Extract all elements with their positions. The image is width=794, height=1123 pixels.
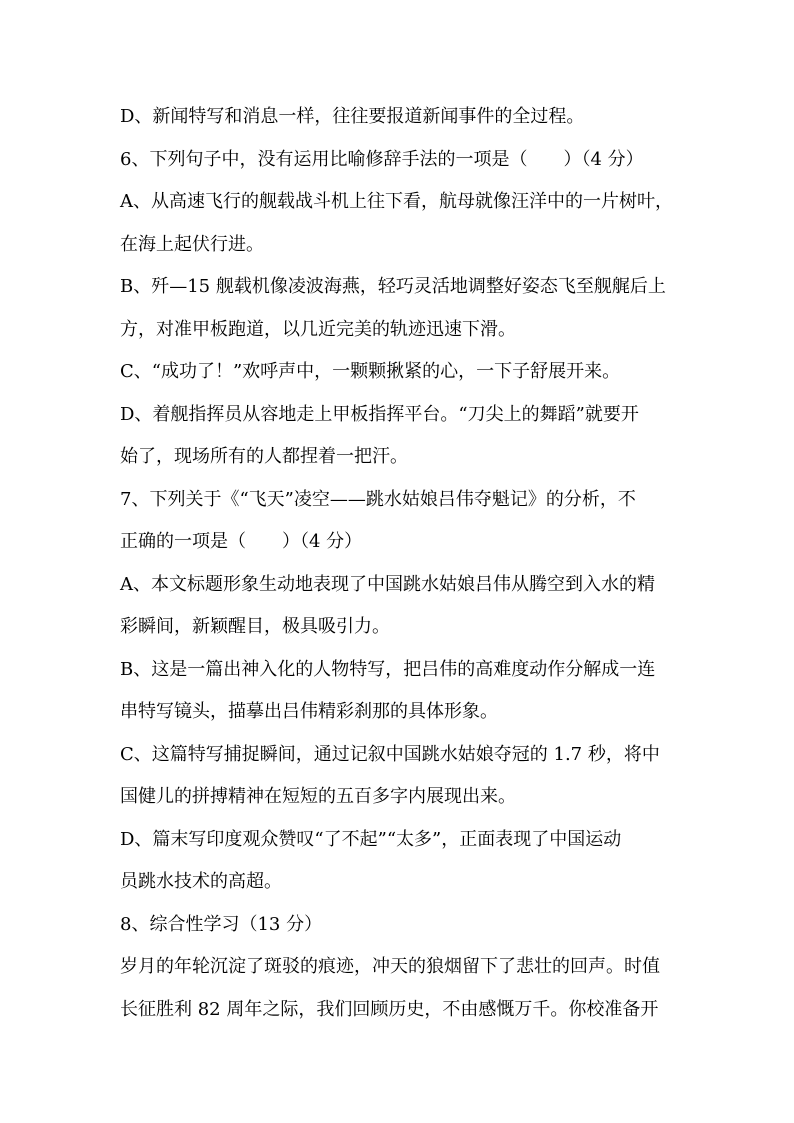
q7-option-d-line-1: D、篇末写印度观众赞叹“了不起”“太多”，正面表现了中国运动 (120, 828, 622, 850)
q7-option-c-line-1: C、这篇特写捕捉瞬间，通过记叙中国跳水姑娘夺冠的 1.7 秒，将中 (120, 743, 660, 765)
q6-option-d-line-2: 始了，现场所有的人都捏着一把汗。 (120, 446, 408, 467)
q7-option-c-line-2: 国健儿的拼搏精神在短短的五百多字内展现出来。 (120, 786, 516, 807)
q7-option-a-line-1: A、本文标题形象生动地表现了中国跳水姑娘吕伟从腾空到入水的精 (120, 573, 655, 595)
question-8-passage-line-2: 长征胜利 82 周年之际，我们回顾历史，不由感慨万千。你校准备开 (120, 998, 659, 1020)
document-body (120, 96, 680, 1031)
question-6-stem: 6、下列句子中，没有运用比喻修辞手法的一项是（ ）（4 分） (120, 148, 644, 170)
question-8-passage-line-1: 岁月的年轮沉淀了斑驳的痕迹，冲天的狼烟留下了悲壮的回声。时值 (120, 956, 660, 977)
question-7-stem-line-1: 7、下列关于《“飞天”凌空——跳水姑娘吕伟夺魁记》的分析，不 (120, 488, 636, 510)
q7-option-b-line-2: 串特写镜头，描摹出吕伟精彩刹那的具体形象。 (120, 701, 498, 722)
q7-option-a-line-2: 彩瞬间，新颖醒目，极具吸引力。 (120, 616, 390, 637)
q6-option-a-line-2: 在海上起伏行进。 (120, 233, 264, 255)
q6-option-d-line-1: D、着舰指挥员从容地走上甲板指挥平台。“刀尖上的舞蹈”就要开 (120, 403, 639, 425)
q6-option-b-line-2: 方，对准甲板跑道，以几近完美的轨迹迅速下滑。 (120, 318, 516, 340)
q6-option-a-line-1: A、从高速飞行的舰载战斗机上往下看，航母就像汪洋中的一片树叶， (120, 191, 673, 212)
q7-option-d-line-2: 员跳水技术的高超。 (120, 871, 282, 892)
question-8-heading: 8、综合性学习（13 分） (120, 913, 323, 935)
q6-option-b-line-1: B、歼—15 舰载机像凌波海燕，轻巧灵活地调整好姿态飞至舰艉后上 (120, 276, 666, 297)
q7-option-b-line-1: B、这是一篇出神入化的人物特写，把吕伟的高难度动作分解成一连 (120, 658, 656, 680)
question-7-stem-line-2: 正确的一项是（ ）（4 分） (120, 531, 363, 552)
option-d-q5: D、新闻特写和消息一样，往往要报道新闻事件的全过程。 (120, 106, 585, 127)
q6-option-c: C、“成功了！”欢呼声中，一颗颗揪紧的心，一下子舒展开来。 (120, 361, 621, 382)
